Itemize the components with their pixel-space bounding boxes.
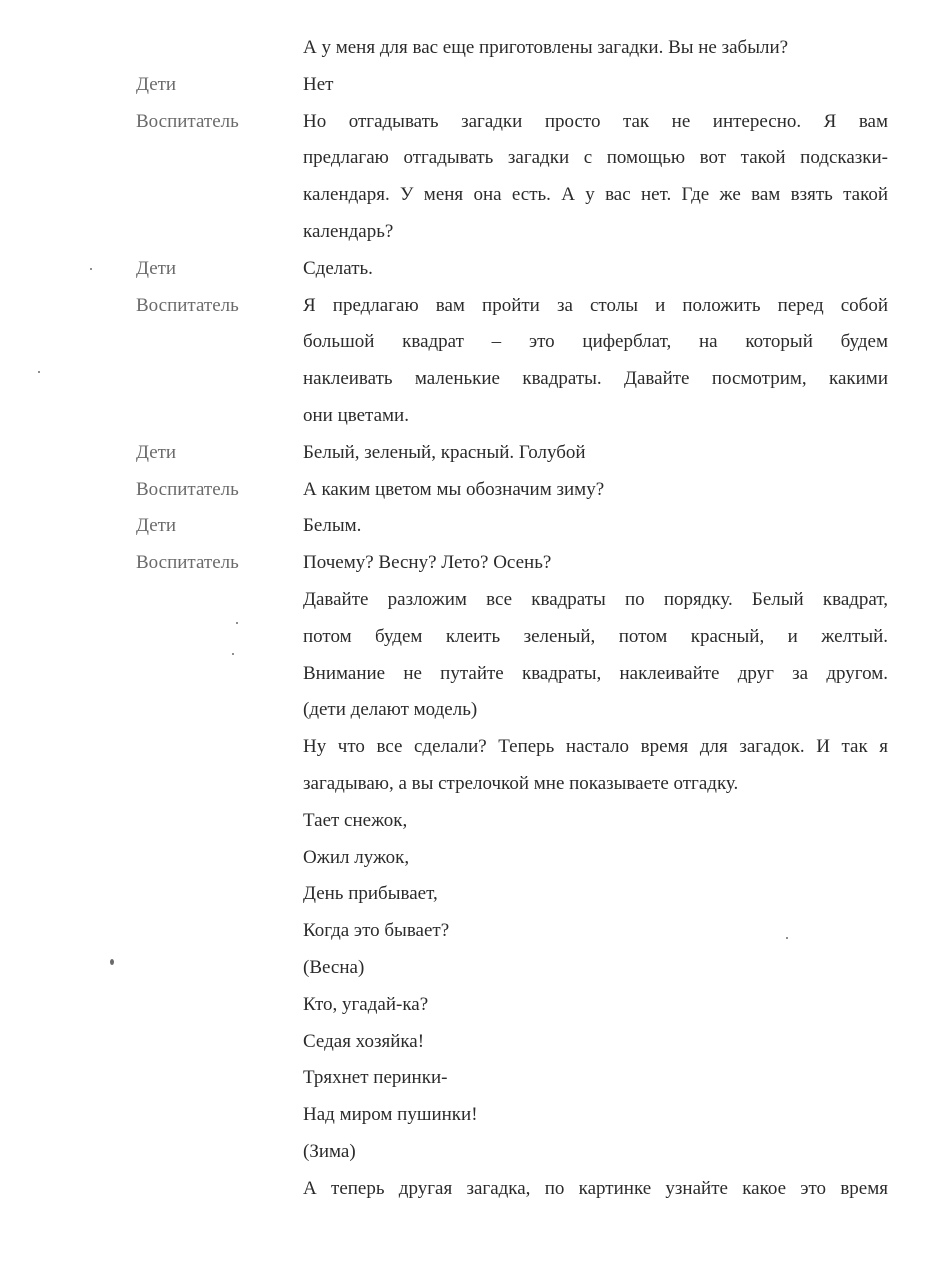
speaker-label: Дети (136, 257, 177, 279)
scan-speck (110, 959, 114, 965)
scan-speck (232, 653, 234, 655)
text-line: Белый, зеленый, красный. Голубой (303, 441, 586, 463)
scan-speck (38, 371, 40, 373)
text-line: (Зима) (303, 1141, 356, 1162)
text-line: Тряхнет перинки- (303, 1067, 448, 1089)
text-line: Нет (303, 73, 334, 95)
text-line: календаря. У меня она есть. А у вас нет. Где же вам взять такой (303, 184, 888, 206)
speaker-label: Воспитатель (136, 294, 239, 316)
text-line: Но отгадывать загадки просто так не интересно. Я вам (303, 110, 888, 132)
text-line: А каким цветом мы обозначим зиму? (303, 478, 605, 500)
text-line: предлагаю отгадывать загадки с помощью вот такой подсказки- (303, 147, 888, 169)
text-line: Седая хозяйка! (303, 1030, 425, 1052)
text-line: Над миром пушинки! (303, 1104, 478, 1126)
speaker-label: Дети (136, 441, 177, 463)
text-line: (Весна) (303, 957, 365, 978)
text-line: Давайте разложим все квадраты по порядку. Белый квадрат, (303, 589, 888, 610)
text-line: День прибывает, (303, 883, 438, 905)
scan-speck (236, 622, 238, 624)
speaker-label: Воспитатель (136, 478, 239, 500)
text-line: Когда это бывает? (303, 920, 450, 942)
text-line: Ожил лужок, (303, 846, 410, 868)
text-line: Кто, угадай-ка? (303, 993, 429, 1015)
text-line: календарь? (303, 221, 394, 242)
text-line: Белым. (303, 515, 362, 537)
text-line: Ну что все сделали? Теперь настало время для загадок. И так я (303, 736, 888, 758)
text-line: они цветами. (303, 405, 409, 426)
speaker-label: Дети (136, 515, 177, 537)
text-line: большой квадрат – это циферблат, на который будем (303, 331, 888, 353)
text-line: Почему? Весну? Лето? Осень? (303, 552, 552, 574)
text-line: Внимание не путайте квадраты, наклеивайте друг за другом. (303, 662, 888, 684)
text-line: Тает снежок, (303, 809, 408, 831)
text-line: А у меня для вас еще приготовлены загадки. Вы не забыли? (303, 37, 789, 58)
scan-speck (786, 937, 788, 939)
speaker-label: Дети (136, 73, 177, 95)
scan-speck (90, 268, 92, 270)
text-line: (дети делают модель) (303, 699, 478, 721)
text-line: А теперь другая загадка, по картинке узнайте какое это время (303, 1177, 888, 1199)
text-line: потом будем клеить зеленый, потом красный, и желтый. (303, 625, 888, 647)
text-line: Я предлагаю вам пройти за столы и положить перед собой (303, 294, 888, 316)
text-line: Сделать. (303, 257, 373, 279)
speaker-label: Воспитатель (136, 110, 239, 132)
speaker-label: Воспитатель (136, 552, 239, 574)
text-line: загадываю, а вы стрелочкой мне показываете отгадку. (303, 773, 739, 794)
text-line: наклеивать маленькие квадраты. Давайте посмотрим, какими (303, 368, 888, 390)
